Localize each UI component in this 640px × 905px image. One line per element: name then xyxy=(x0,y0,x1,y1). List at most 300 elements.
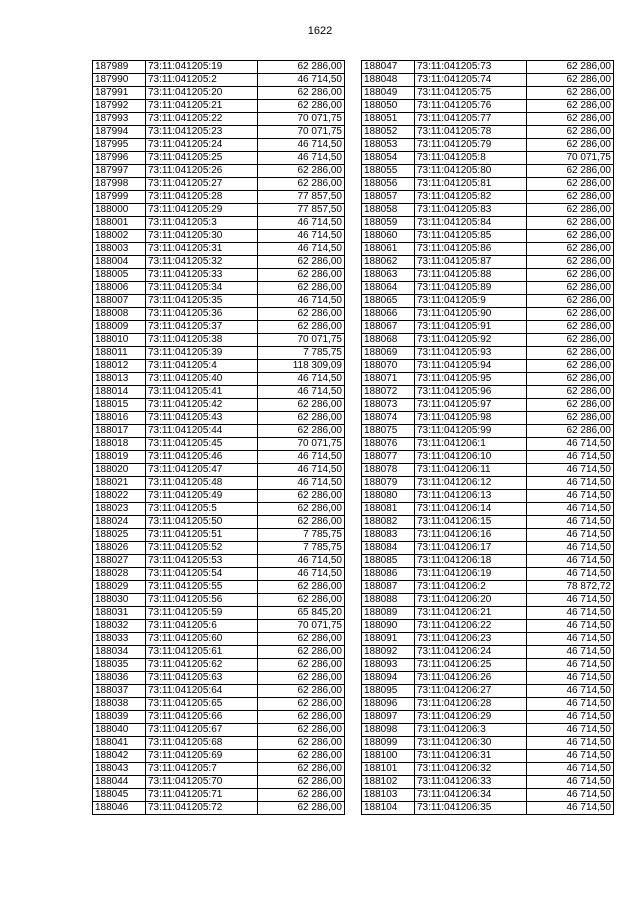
table-row xyxy=(93,542,345,555)
value-cell: 62 286,00 xyxy=(527,295,614,308)
table-row xyxy=(93,477,345,490)
value-cell: 62 286,00 xyxy=(527,334,614,347)
value-cell: 62 286,00 xyxy=(258,776,345,789)
table-row xyxy=(362,74,614,87)
registry-table-right-body xyxy=(362,61,614,815)
row-number-cell: 188056 xyxy=(362,178,415,191)
row-number-cell: 188039 xyxy=(93,711,146,724)
value-cell: 46 714,50 xyxy=(527,711,614,724)
table-row xyxy=(93,659,345,672)
table-row xyxy=(362,802,614,815)
cadastral-number-cell: 73:11:041205:3 xyxy=(146,217,258,230)
row-number-cell: 188017 xyxy=(93,425,146,438)
value-cell: 46 714,50 xyxy=(258,139,345,152)
table-row xyxy=(93,191,345,204)
row-number-cell: 188104 xyxy=(362,802,415,815)
value-cell: 77 857,50 xyxy=(258,204,345,217)
value-cell: 62 286,00 xyxy=(527,204,614,217)
value-cell: 46 714,50 xyxy=(527,477,614,490)
cadastral-number-cell: 73:11:041205:7 xyxy=(146,763,258,776)
table-row xyxy=(93,282,345,295)
cadastral-number-cell: 73:11:041206:21 xyxy=(415,607,527,620)
table-row xyxy=(362,620,614,633)
cadastral-number-cell: 73:11:041205:43 xyxy=(146,412,258,425)
cadastral-number-cell: 73:11:041205:80 xyxy=(415,165,527,178)
cadastral-number-cell: 73:11:041205:45 xyxy=(146,438,258,451)
row-number-cell: 188005 xyxy=(93,269,146,282)
table-row xyxy=(93,516,345,529)
cadastral-number-cell: 73:11:041205:22 xyxy=(146,113,258,126)
value-cell: 62 286,00 xyxy=(527,61,614,74)
cadastral-number-cell: 73:11:041205:65 xyxy=(146,698,258,711)
table-row xyxy=(93,568,345,581)
value-cell: 62 286,00 xyxy=(527,113,614,126)
row-number-cell: 188047 xyxy=(362,61,415,74)
cadastral-number-cell: 73:11:041205:25 xyxy=(146,152,258,165)
row-number-cell: 188016 xyxy=(93,412,146,425)
table-row xyxy=(93,503,345,516)
cadastral-number-cell: 73:11:041206:23 xyxy=(415,633,527,646)
row-number-cell: 188037 xyxy=(93,685,146,698)
table-row xyxy=(93,633,345,646)
value-cell: 46 714,50 xyxy=(258,152,345,165)
table-row xyxy=(93,412,345,425)
cadastral-number-cell: 73:11:041205:98 xyxy=(415,412,527,425)
table-row xyxy=(362,711,614,724)
cadastral-number-cell: 73:11:041205:66 xyxy=(146,711,258,724)
cadastral-number-cell: 73:11:041205:71 xyxy=(146,789,258,802)
cadastral-number-cell: 73:11:041205:48 xyxy=(146,477,258,490)
cadastral-number-cell: 73:11:041206:3 xyxy=(415,724,527,737)
cadastral-number-cell: 73:11:041205:89 xyxy=(415,282,527,295)
cadastral-number-cell: 73:11:041206:32 xyxy=(415,763,527,776)
value-cell: 62 286,00 xyxy=(258,789,345,802)
cadastral-number-cell: 73:11:041206:35 xyxy=(415,802,527,815)
table-row xyxy=(93,334,345,347)
row-number-cell: 188020 xyxy=(93,464,146,477)
value-cell: 62 286,00 xyxy=(258,61,345,74)
cadastral-number-cell: 73:11:041205:44 xyxy=(146,425,258,438)
row-number-cell: 188046 xyxy=(93,802,146,815)
value-cell: 46 714,50 xyxy=(258,477,345,490)
value-cell: 62 286,00 xyxy=(258,646,345,659)
cadastral-number-cell: 73:11:041205:42 xyxy=(146,399,258,412)
cadastral-number-cell: 73:11:041205:55 xyxy=(146,581,258,594)
row-number-cell: 188071 xyxy=(362,373,415,386)
value-cell: 62 286,00 xyxy=(527,308,614,321)
table-row xyxy=(93,789,345,802)
table-row xyxy=(93,763,345,776)
row-number-cell: 188029 xyxy=(93,581,146,594)
cadastral-number-cell: 73:11:041206:26 xyxy=(415,672,527,685)
table-row xyxy=(362,789,614,802)
value-cell: 46 714,50 xyxy=(527,763,614,776)
row-number-cell: 188054 xyxy=(362,152,415,165)
table-row xyxy=(93,126,345,139)
value-cell: 46 714,50 xyxy=(527,438,614,451)
table-row xyxy=(93,217,345,230)
table-row xyxy=(362,477,614,490)
table-row xyxy=(362,438,614,451)
row-number-cell: 188012 xyxy=(93,360,146,373)
cadastral-number-cell: 73:11:041205:81 xyxy=(415,178,527,191)
table-row xyxy=(362,451,614,464)
value-cell: 46 714,50 xyxy=(527,802,614,815)
value-cell: 70 071,75 xyxy=(258,334,345,347)
value-cell: 62 286,00 xyxy=(527,230,614,243)
table-row xyxy=(93,464,345,477)
row-number-cell: 188089 xyxy=(362,607,415,620)
table-row xyxy=(93,178,345,191)
cadastral-number-cell: 73:11:041206:13 xyxy=(415,490,527,503)
table-row xyxy=(93,555,345,568)
cadastral-number-cell: 73:11:041205:97 xyxy=(415,399,527,412)
row-number-cell: 187996 xyxy=(93,152,146,165)
value-cell: 46 714,50 xyxy=(527,633,614,646)
cadastral-number-cell: 73:11:041205:19 xyxy=(146,61,258,74)
value-cell: 62 286,00 xyxy=(527,100,614,113)
value-cell: 46 714,50 xyxy=(527,568,614,581)
value-cell: 7 785,75 xyxy=(258,542,345,555)
row-number-cell: 188018 xyxy=(93,438,146,451)
cadastral-number-cell: 73:11:041205:54 xyxy=(146,568,258,581)
cadastral-number-cell: 73:11:041205:26 xyxy=(146,165,258,178)
cadastral-number-cell: 73:11:041205:49 xyxy=(146,490,258,503)
cadastral-number-cell: 73:11:041205:27 xyxy=(146,178,258,191)
table-row xyxy=(362,659,614,672)
row-number-cell: 188084 xyxy=(362,542,415,555)
row-number-cell: 187991 xyxy=(93,87,146,100)
cadastral-number-cell: 73:11:041205:41 xyxy=(146,386,258,399)
cadastral-number-cell: 73:11:041205:29 xyxy=(146,204,258,217)
value-cell: 62 286,00 xyxy=(527,87,614,100)
table-row xyxy=(93,581,345,594)
table-row xyxy=(93,61,345,74)
row-number-cell: 188006 xyxy=(93,282,146,295)
table-row xyxy=(93,256,345,269)
cadastral-number-cell: 73:11:041205:96 xyxy=(415,386,527,399)
table-row xyxy=(362,321,614,334)
row-number-cell: 188036 xyxy=(93,672,146,685)
row-number-cell: 188002 xyxy=(93,230,146,243)
value-cell: 62 286,00 xyxy=(258,399,345,412)
table-row xyxy=(362,191,614,204)
cadastral-number-cell: 73:11:041206:25 xyxy=(415,659,527,672)
value-cell: 62 286,00 xyxy=(258,672,345,685)
value-cell: 62 286,00 xyxy=(527,269,614,282)
table-row xyxy=(93,139,345,152)
value-cell: 46 714,50 xyxy=(527,490,614,503)
value-cell: 62 286,00 xyxy=(527,243,614,256)
value-cell: 62 286,00 xyxy=(258,737,345,750)
value-cell: 62 286,00 xyxy=(258,711,345,724)
value-cell: 46 714,50 xyxy=(527,516,614,529)
table-row xyxy=(362,230,614,243)
row-number-cell: 188001 xyxy=(93,217,146,230)
cadastral-number-cell: 73:11:041206:12 xyxy=(415,477,527,490)
value-cell: 62 286,00 xyxy=(258,581,345,594)
table-row xyxy=(93,529,345,542)
table-row xyxy=(362,607,614,620)
cadastral-number-cell: 73:11:041206:24 xyxy=(415,646,527,659)
row-number-cell: 188094 xyxy=(362,672,415,685)
value-cell: 65 845,20 xyxy=(258,607,345,620)
cadastral-number-cell: 73:11:041205:87 xyxy=(415,256,527,269)
cadastral-number-cell: 73:11:041205:88 xyxy=(415,269,527,282)
cadastral-number-cell: 73:11:041206:18 xyxy=(415,555,527,568)
table-row xyxy=(362,204,614,217)
cadastral-number-cell: 73:11:041205:39 xyxy=(146,347,258,360)
table-row xyxy=(93,672,345,685)
table-row xyxy=(362,698,614,711)
row-number-cell: 188014 xyxy=(93,386,146,399)
row-number-cell: 188011 xyxy=(93,347,146,360)
value-cell: 70 071,75 xyxy=(258,126,345,139)
table-row xyxy=(362,724,614,737)
value-cell: 46 714,50 xyxy=(527,607,614,620)
table-row xyxy=(362,399,614,412)
row-number-cell: 188081 xyxy=(362,503,415,516)
cadastral-number-cell: 73:11:041205:21 xyxy=(146,100,258,113)
table-row xyxy=(93,711,345,724)
cadastral-number-cell: 73:11:041206:28 xyxy=(415,698,527,711)
value-cell: 62 286,00 xyxy=(527,386,614,399)
cadastral-number-cell: 73:11:041205:51 xyxy=(146,529,258,542)
value-cell: 62 286,00 xyxy=(258,503,345,516)
table-row xyxy=(362,100,614,113)
table-row xyxy=(93,698,345,711)
table-row xyxy=(362,386,614,399)
cadastral-number-cell: 73:11:041205:53 xyxy=(146,555,258,568)
table-row xyxy=(93,269,345,282)
row-number-cell: 188057 xyxy=(362,191,415,204)
row-number-cell: 188031 xyxy=(93,607,146,620)
row-number-cell: 188072 xyxy=(362,386,415,399)
cadastral-number-cell: 73:11:041205:8 xyxy=(415,152,527,165)
row-number-cell: 188042 xyxy=(93,750,146,763)
table-row xyxy=(93,425,345,438)
table-row xyxy=(362,347,614,360)
value-cell: 7 785,75 xyxy=(258,347,345,360)
table-row xyxy=(362,256,614,269)
cadastral-number-cell: 73:11:041205:59 xyxy=(146,607,258,620)
value-cell: 62 286,00 xyxy=(258,724,345,737)
cadastral-number-cell: 73:11:041205:33 xyxy=(146,269,258,282)
value-cell: 46 714,50 xyxy=(258,74,345,87)
cadastral-number-cell: 73:11:041205:40 xyxy=(146,373,258,386)
row-number-cell: 187999 xyxy=(93,191,146,204)
row-number-cell: 188103 xyxy=(362,789,415,802)
row-number-cell: 187997 xyxy=(93,165,146,178)
table-row xyxy=(362,490,614,503)
row-number-cell: 188043 xyxy=(93,763,146,776)
row-number-cell: 188007 xyxy=(93,295,146,308)
row-number-cell: 188003 xyxy=(93,243,146,256)
row-number-cell: 188044 xyxy=(93,776,146,789)
row-number-cell: 188079 xyxy=(362,477,415,490)
row-number-cell: 188090 xyxy=(362,620,415,633)
row-number-cell: 188095 xyxy=(362,685,415,698)
row-number-cell: 188059 xyxy=(362,217,415,230)
cadastral-number-cell: 73:11:041205:74 xyxy=(415,74,527,87)
table-row xyxy=(93,360,345,373)
cadastral-number-cell: 73:11:041205:68 xyxy=(146,737,258,750)
row-number-cell: 187990 xyxy=(93,74,146,87)
value-cell: 62 286,00 xyxy=(527,74,614,87)
cadastral-number-cell: 73:11:041206:27 xyxy=(415,685,527,698)
table-row xyxy=(93,243,345,256)
value-cell: 62 286,00 xyxy=(527,139,614,152)
value-cell: 118 309,09 xyxy=(258,360,345,373)
cadastral-number-cell: 73:11:041205:37 xyxy=(146,321,258,334)
table-row xyxy=(362,87,614,100)
row-number-cell: 188093 xyxy=(362,659,415,672)
cadastral-number-cell: 73:11:041205:4 xyxy=(146,360,258,373)
row-number-cell: 188096 xyxy=(362,698,415,711)
row-number-cell: 188030 xyxy=(93,594,146,607)
value-cell: 62 286,00 xyxy=(258,763,345,776)
value-cell: 62 286,00 xyxy=(258,308,345,321)
value-cell: 46 714,50 xyxy=(258,464,345,477)
table-row xyxy=(362,269,614,282)
row-number-cell: 187989 xyxy=(93,61,146,74)
row-number-cell: 188092 xyxy=(362,646,415,659)
table-row xyxy=(93,737,345,750)
table-row xyxy=(93,776,345,789)
row-number-cell: 188082 xyxy=(362,516,415,529)
registry-table-left xyxy=(92,60,345,815)
value-cell: 62 286,00 xyxy=(258,685,345,698)
value-cell: 62 286,00 xyxy=(527,360,614,373)
cadastral-number-cell: 73:11:041205:47 xyxy=(146,464,258,477)
cadastral-number-cell: 73:11:041205:28 xyxy=(146,191,258,204)
row-number-cell: 188021 xyxy=(93,477,146,490)
value-cell: 70 071,75 xyxy=(258,620,345,633)
value-cell: 62 286,00 xyxy=(527,256,614,269)
cadastral-number-cell: 73:11:041205:75 xyxy=(415,87,527,100)
value-cell: 46 714,50 xyxy=(527,724,614,737)
row-number-cell: 187992 xyxy=(93,100,146,113)
cadastral-number-cell: 73:11:041205:34 xyxy=(146,282,258,295)
cadastral-number-cell: 73:11:041206:30 xyxy=(415,737,527,750)
row-number-cell: 188035 xyxy=(93,659,146,672)
table-row xyxy=(362,295,614,308)
row-number-cell: 188070 xyxy=(362,360,415,373)
value-cell: 62 286,00 xyxy=(258,698,345,711)
cadastral-number-cell: 73:11:041205:64 xyxy=(146,685,258,698)
cadastral-number-cell: 73:11:041206:19 xyxy=(415,568,527,581)
table-row xyxy=(93,386,345,399)
row-number-cell: 188076 xyxy=(362,438,415,451)
cadastral-number-cell: 73:11:041206:11 xyxy=(415,464,527,477)
table-row xyxy=(93,152,345,165)
table-row xyxy=(93,594,345,607)
cadastral-number-cell: 73:11:041205:31 xyxy=(146,243,258,256)
row-number-cell: 188100 xyxy=(362,750,415,763)
row-number-cell: 188065 xyxy=(362,295,415,308)
value-cell: 46 714,50 xyxy=(527,776,614,789)
table-row xyxy=(362,581,614,594)
table-row xyxy=(362,776,614,789)
value-cell: 62 286,00 xyxy=(527,282,614,295)
cadastral-number-cell: 73:11:041205:72 xyxy=(146,802,258,815)
table-row xyxy=(93,113,345,126)
cadastral-number-cell: 73:11:041205:63 xyxy=(146,672,258,685)
row-number-cell: 188060 xyxy=(362,230,415,243)
value-cell: 46 714,50 xyxy=(527,503,614,516)
value-cell: 62 286,00 xyxy=(258,659,345,672)
table-row xyxy=(93,347,345,360)
cadastral-number-cell: 73:11:041206:1 xyxy=(415,438,527,451)
value-cell: 46 714,50 xyxy=(527,672,614,685)
row-number-cell: 188040 xyxy=(93,724,146,737)
table-row xyxy=(93,685,345,698)
row-number-cell: 188055 xyxy=(362,165,415,178)
value-cell: 62 286,00 xyxy=(527,412,614,425)
table-row xyxy=(362,165,614,178)
row-number-cell: 188083 xyxy=(362,529,415,542)
cadastral-number-cell: 73:11:041205:61 xyxy=(146,646,258,659)
table-row xyxy=(362,412,614,425)
cadastral-number-cell: 73:11:041205:76 xyxy=(415,100,527,113)
cadastral-number-cell: 73:11:041205:70 xyxy=(146,776,258,789)
cadastral-number-cell: 73:11:041205:35 xyxy=(146,295,258,308)
cadastral-number-cell: 73:11:041205:52 xyxy=(146,542,258,555)
row-number-cell: 187993 xyxy=(93,113,146,126)
value-cell: 46 714,50 xyxy=(527,620,614,633)
value-cell: 62 286,00 xyxy=(527,373,614,386)
value-cell: 46 714,50 xyxy=(258,295,345,308)
value-cell: 62 286,00 xyxy=(258,802,345,815)
cadastral-number-cell: 73:11:041205:73 xyxy=(415,61,527,74)
cadastral-number-cell: 73:11:041205:38 xyxy=(146,334,258,347)
value-cell: 62 286,00 xyxy=(258,516,345,529)
row-number-cell: 188023 xyxy=(93,503,146,516)
value-cell: 62 286,00 xyxy=(258,633,345,646)
row-number-cell: 188097 xyxy=(362,711,415,724)
cadastral-number-cell: 73:11:041205:95 xyxy=(415,373,527,386)
cadastral-number-cell: 73:11:041205:23 xyxy=(146,126,258,139)
table-row xyxy=(362,672,614,685)
value-cell: 46 714,50 xyxy=(258,230,345,243)
registry-table-left-body xyxy=(93,61,345,815)
row-number-cell: 188048 xyxy=(362,74,415,87)
table-row xyxy=(362,633,614,646)
cadastral-number-cell: 73:11:041205:30 xyxy=(146,230,258,243)
value-cell: 62 286,00 xyxy=(527,178,614,191)
row-number-cell: 188025 xyxy=(93,529,146,542)
value-cell: 78 872,72 xyxy=(527,581,614,594)
table-row xyxy=(362,464,614,477)
cadastral-number-cell: 73:11:041206:33 xyxy=(415,776,527,789)
row-number-cell: 188027 xyxy=(93,555,146,568)
value-cell: 62 286,00 xyxy=(258,178,345,191)
cadastral-number-cell: 73:11:041206:29 xyxy=(415,711,527,724)
row-number-cell: 188062 xyxy=(362,256,415,269)
table-row xyxy=(93,204,345,217)
row-number-cell: 188045 xyxy=(93,789,146,802)
row-number-cell: 188024 xyxy=(93,516,146,529)
table-row xyxy=(362,360,614,373)
value-cell: 62 286,00 xyxy=(527,321,614,334)
row-number-cell: 188099 xyxy=(362,737,415,750)
value-cell: 62 286,00 xyxy=(527,191,614,204)
table-row xyxy=(362,542,614,555)
value-cell: 62 286,00 xyxy=(527,126,614,139)
table-row xyxy=(93,165,345,178)
table-row xyxy=(362,152,614,165)
row-number-cell: 188075 xyxy=(362,425,415,438)
